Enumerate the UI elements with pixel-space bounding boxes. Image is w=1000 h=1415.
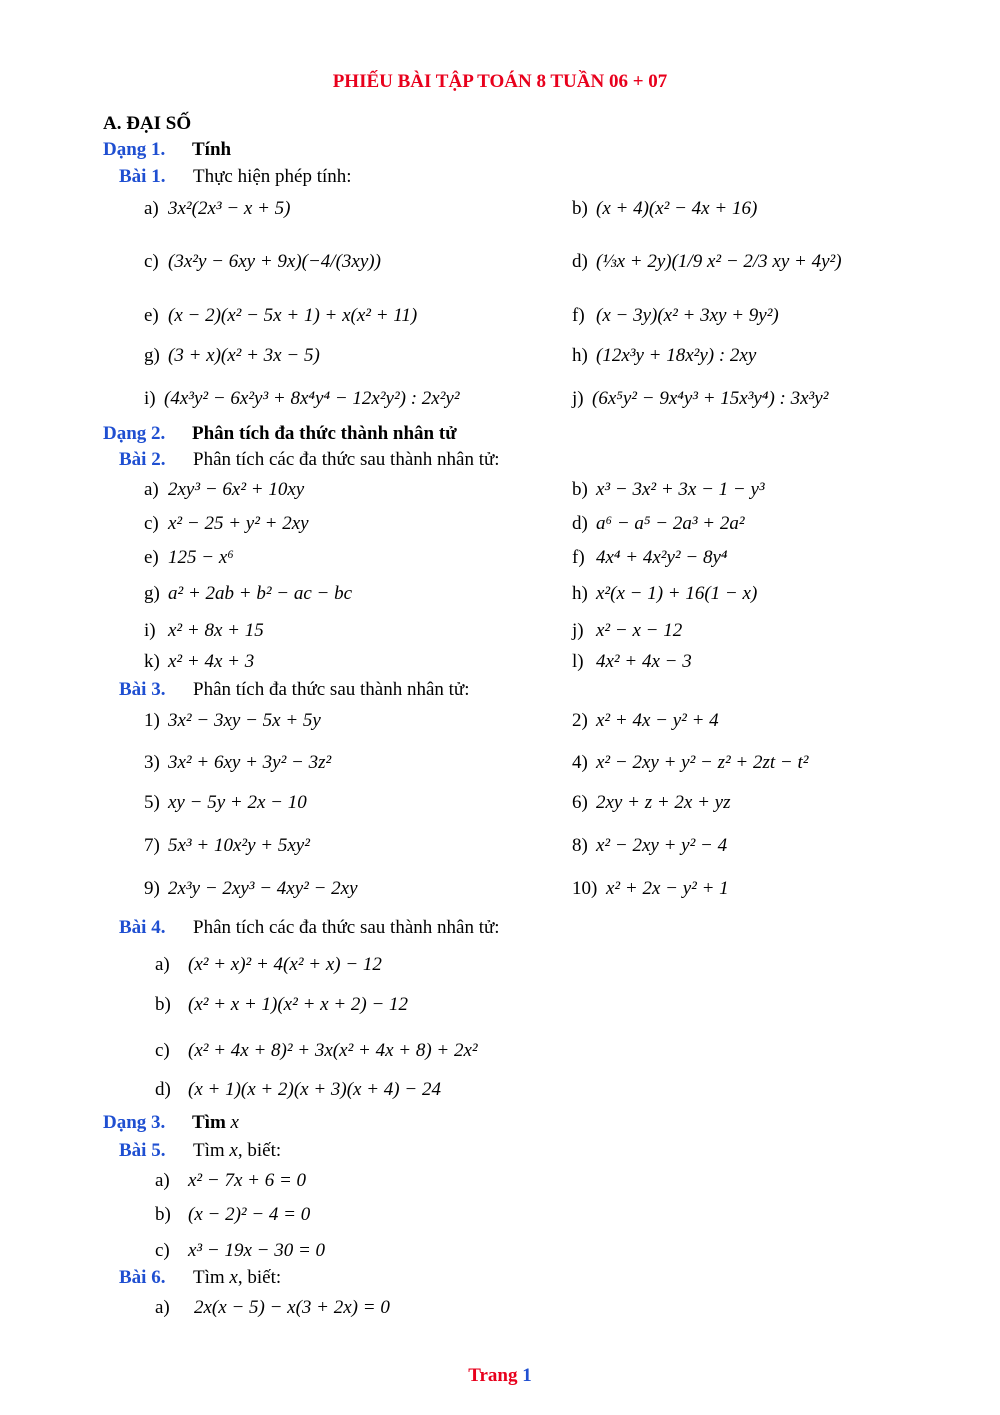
bai5-item-a-label: a) <box>155 1170 170 1191</box>
bai2-item-l-expr: 4x² + 4x − 3 <box>596 651 692 672</box>
bai1-item-d-expr: (⅓x + 2y)(1/9 x² − 2/3 xy + 4y²) <box>596 251 842 272</box>
bai2-item-e-label: e) <box>144 547 159 568</box>
bai1-item-b-expr: (x + 4)(x² − 4x + 16) <box>596 198 758 219</box>
bai4-item-a-expr: (x² + x)² + 4(x² + x) − 12 <box>188 954 382 975</box>
bai1-item-j-label: j) <box>572 388 584 409</box>
bai3-item-6-label: 6) <box>572 792 588 813</box>
bai1-item-h-expr: (12x³y + 18x²y) : 2xy <box>596 345 757 366</box>
bai4-item-d-expr: (x + 1)(x + 2)(x + 3)(x + 4) − 24 <box>188 1079 441 1100</box>
dang2-title: Phân tích đa thức thành nhân tử <box>192 423 457 444</box>
bai3-item-8-label: 8) <box>572 835 588 856</box>
bai1-item-h-label: h) <box>572 345 588 366</box>
footer-page-label: Trang <box>468 1365 518 1386</box>
bai1-item-i-label: i) <box>144 388 156 409</box>
bai1-item-f-label: f) <box>572 305 585 326</box>
bai3-item-7-label: 7) <box>144 835 160 856</box>
bai4-label: Bài 4. <box>119 917 166 938</box>
bai5-item-a-expr: x² − 7x + 6 = 0 <box>188 1170 307 1191</box>
dang3-variable: x <box>230 1112 239 1133</box>
bai3-label: Bài 3. <box>119 679 166 700</box>
bai2-item-g-label: g) <box>144 583 160 604</box>
bai4-item-b-expr: (x² + x + 1)(x² + x + 2) − 12 <box>188 994 409 1015</box>
bai3-item-4-expr: x² − 2xy + y² − z² + 2zt − t² <box>596 752 809 773</box>
bai3-item-2-expr: x² + 4x − y² + 4 <box>596 710 719 731</box>
bai4-item-c-label: c) <box>155 1040 170 1061</box>
bai2-item-d-label: d) <box>572 513 588 534</box>
bai3-item-5-label: 5) <box>144 792 160 813</box>
dang3-title: Tìm <box>192 1112 226 1133</box>
bai3-item-3-expr: 3x² + 6xy + 3y² − 3z² <box>168 752 332 773</box>
bai1-item-c-expr: (3x²y − 6xy + 9x)(−4/(3xy)) <box>168 251 381 272</box>
bai1-item-i-expr: (4x³y² − 6x²y³ + 8x⁴y⁴ − 12x²y²) : 2x²y² <box>164 388 460 409</box>
bai2-item-d-expr: a⁶ − a⁵ − 2a³ + 2a² <box>596 513 745 534</box>
bai1-item-j-expr: (6x⁵y² − 9x⁴y³ + 15x³y⁴) : 3x³y² <box>592 388 829 409</box>
bai2-item-c-expr: x² − 25 + y² + 2xy <box>168 513 309 534</box>
bai5-prompt-post: , biết: <box>237 1140 282 1161</box>
bai2-item-i-expr: x² + 8x + 15 <box>168 620 264 641</box>
bai3-item-1-label: 1) <box>144 710 160 731</box>
bai3-item-4-label: 4) <box>572 752 588 773</box>
bai2-item-j-label: j) <box>572 620 584 641</box>
bai2-item-i-label: i) <box>144 620 156 641</box>
bai5-prompt-pre: Tìm <box>193 1140 230 1161</box>
bai2-label: Bài 2. <box>119 449 166 470</box>
bai1-prompt: Thực hiện phép tính: <box>193 166 352 187</box>
bai6-prompt-pre: Tìm <box>193 1267 230 1288</box>
bai2-item-j-expr: x² − x − 12 <box>596 620 683 641</box>
bai1-item-e-label: e) <box>144 305 159 326</box>
bai3-item-10-label: 10) <box>572 878 598 899</box>
bai4-item-c-expr: (x² + 4x + 8)² + 3x(x² + 4x + 8) + 2x² <box>188 1040 478 1061</box>
bai3-item-10-expr: x² + 2x − y² + 1 <box>606 878 729 899</box>
bai5-prompt <box>193 1141 281 1160</box>
bai6-prompt <box>193 1268 281 1287</box>
page-footer <box>0 1366 1000 1385</box>
bai2-item-a-expr: 2xy³ − 6x² + 10xy <box>168 479 305 500</box>
bai1-item-b-label: b) <box>572 198 588 219</box>
bai1-label: Bài 1. <box>119 166 166 187</box>
bai1-item-f-expr: (x − 3y)(x² + 3xy + 9y²) <box>596 305 779 326</box>
bai3-item-2-label: 2) <box>572 710 588 731</box>
bai5-label: Bài 5. <box>119 1140 166 1161</box>
bai1-item-d-label: d) <box>572 251 588 272</box>
bai1-item-g-expr: (3 + x)(x² + 3x − 5) <box>168 345 320 366</box>
bai2-item-g-expr: a² + 2ab + b² − ac − bc <box>168 583 353 604</box>
footer-page-number: 1 <box>522 1365 532 1386</box>
page-title: PHIẾU BÀI TẬP TOÁN 8 TUẦN 06 + 07 <box>332 71 668 92</box>
bai4-item-b-label: b) <box>155 994 171 1015</box>
bai3-item-9-expr: 2x³y − 2xy³ − 4xy² − 2xy <box>168 878 358 899</box>
bai5-item-c-expr: x³ − 19x − 30 = 0 <box>188 1240 326 1261</box>
bai6-prompt-var: x <box>229 1267 238 1288</box>
bai2-item-b-label: b) <box>572 479 588 500</box>
bai2-item-l-label: l) <box>572 651 584 672</box>
bai5-prompt-var: x <box>229 1140 238 1161</box>
bai6-item-a-label: a) <box>155 1297 170 1318</box>
bai3-item-1-expr: 3x² − 3xy − 5x + 5y <box>168 710 321 731</box>
bai4-prompt: Phân tích các đa thức sau thành nhân tử: <box>193 917 500 938</box>
bai4-item-a-label: a) <box>155 954 170 975</box>
bai2-item-f-expr: 4x⁴ + 4x²y² − 8y⁴ <box>596 547 728 568</box>
bai2-item-c-label: c) <box>144 513 159 534</box>
bai3-prompt: Phân tích đa thức sau thành nhân tử: <box>193 679 470 700</box>
bai4-item-d-label: d) <box>155 1079 171 1100</box>
bai3-item-6-expr: 2xy + z + 2x + yz <box>596 792 731 813</box>
bai3-item-3-label: 3) <box>144 752 160 773</box>
bai6-prompt-post: , biết: <box>237 1267 282 1288</box>
bai2-item-a-label: a) <box>144 479 159 500</box>
bai1-item-a-expr: 3x²(2x³ − x + 5) <box>168 198 291 219</box>
bai3-item-5-expr: xy − 5y + 2x − 10 <box>168 792 307 813</box>
bai3-item-7-expr: 5x³ + 10x²y + 5xy² <box>168 835 310 856</box>
bai2-prompt: Phân tích các đa thức sau thành nhân tử: <box>193 449 500 470</box>
dang1-label: Dạng 1. <box>103 139 166 160</box>
bai6-item-a-expr: 2x(x − 5) − x(3 + 2x) = 0 <box>194 1297 390 1318</box>
dang3-heading <box>192 1113 239 1132</box>
bai1-item-e-expr: (x − 2)(x² − 5x + 1) + x(x² + 11) <box>168 305 418 326</box>
section-heading-dai-so: A. ĐẠI SỐ <box>103 113 192 134</box>
bai5-item-b-label: b) <box>155 1204 171 1225</box>
bai2-item-h-expr: x²(x − 1) + 16(1 − x) <box>596 583 758 604</box>
bai1-item-a-label: a) <box>144 198 159 219</box>
bai2-item-k-label: k) <box>144 651 160 672</box>
dang2-label: Dạng 2. <box>103 423 166 444</box>
bai2-item-e-expr: 125 − x⁶ <box>168 547 234 568</box>
bai2-item-b-expr: x³ − 3x² + 3x − 1 − y³ <box>596 479 765 500</box>
bai3-item-9-label: 9) <box>144 878 160 899</box>
dang1-title: Tính <box>192 139 232 160</box>
bai1-item-c-label: c) <box>144 251 159 272</box>
bai5-item-c-label: c) <box>155 1240 170 1261</box>
bai1-item-g-label: g) <box>144 345 160 366</box>
bai2-item-h-label: h) <box>572 583 588 604</box>
bai5-item-b-expr: (x − 2)² − 4 = 0 <box>188 1204 311 1225</box>
dang3-label: Dạng 3. <box>103 1112 166 1133</box>
bai2-item-f-label: f) <box>572 547 585 568</box>
bai3-item-8-expr: x² − 2xy + y² − 4 <box>596 835 728 856</box>
bai2-item-k-expr: x² + 4x + 3 <box>168 651 255 672</box>
bai6-label: Bài 6. <box>119 1267 166 1288</box>
